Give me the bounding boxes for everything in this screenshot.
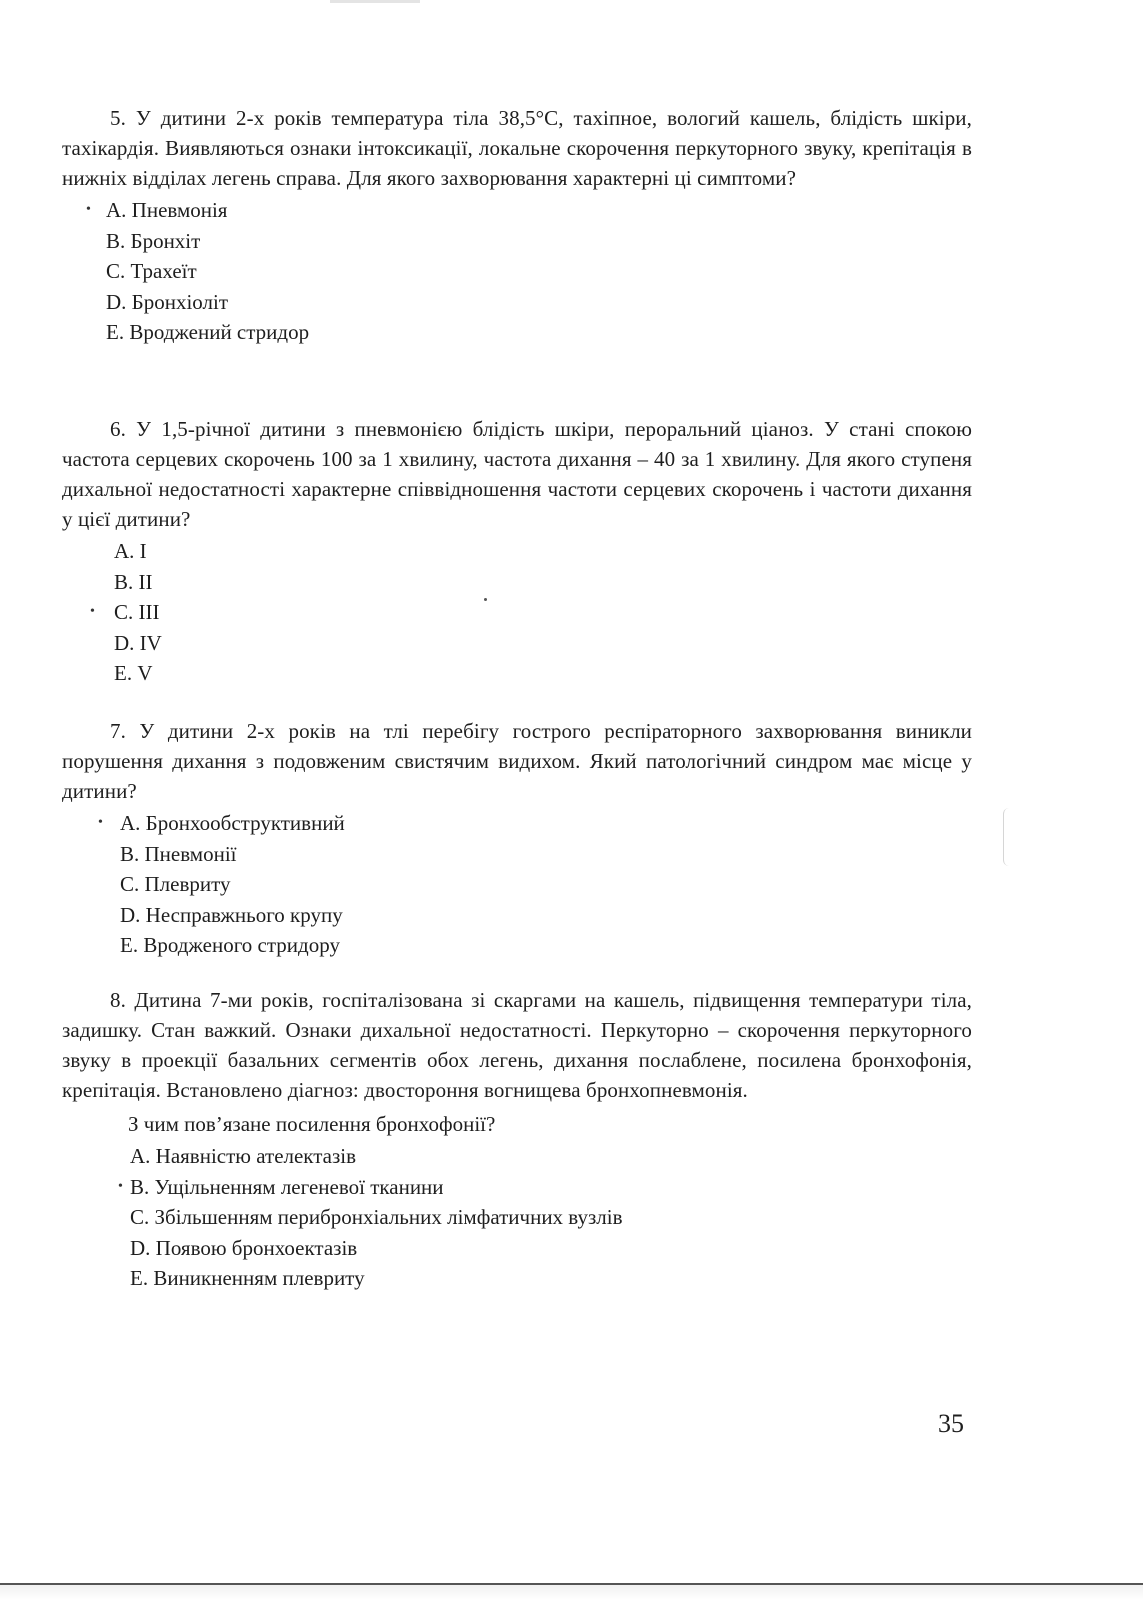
answer-options [62, 195, 972, 348]
answer-options [62, 1141, 972, 1294]
answer-option-text: Е. Вроджений стридор [106, 320, 310, 344]
question-8 [62, 985, 972, 1294]
answer-option [120, 869, 972, 900]
answer-option-text: Е. V [114, 661, 153, 685]
scan-smudge [330, 0, 420, 3]
answer-option-text: В. Ущільненням легеневої тканини [130, 1174, 444, 1199]
answer-option [98, 808, 972, 839]
answer-options [62, 536, 972, 689]
answer-option [130, 1202, 972, 1233]
answer-option [130, 1263, 972, 1294]
answer-option-text: А. I [114, 539, 147, 563]
answer-option-text: А. Наявністю ателектазів [130, 1144, 357, 1168]
answer-option-text: Е. Виникненням плевриту [130, 1266, 365, 1290]
answer-option [106, 226, 972, 257]
answer-option-text: D. IV [114, 630, 162, 655]
answer-option-text: В. Бронхіт [106, 228, 201, 253]
answer-option-text: А. Пневмонія [106, 198, 228, 222]
answer-option [90, 597, 972, 628]
answer-mark-icon: • [90, 604, 95, 619]
answer-option-text: В. II [114, 569, 153, 594]
answer-option [120, 900, 972, 931]
answer-option-text: В. Пневмонії [120, 841, 237, 866]
question-text: 7. У дитини 2-х років на тлі перебігу гострого респіраторного захворювання виникли порушення дихання з подовженим свистячим видихом. Який патологічний синдром має місце у дитини? [62, 719, 972, 803]
answer-mark-icon: • [86, 202, 91, 217]
answer-option-text: D. Появою бронхоектазів [130, 1235, 358, 1260]
answer-option [106, 317, 972, 348]
answer-option [114, 658, 972, 689]
question-text: 6. У 1,5-річної дитини з пневмонією блідість шкіри, пероральний ціаноз. У стані спокою частота серцевих скорочень 100 за 1 хвилину, частота дихання – 40 за 1 хвилину. Для якого ступеня дихальної недостатності характерне співвідношення частоти серцевих скорочень і частоти дихання у цієї дитини? [62, 417, 972, 531]
question-7 [62, 716, 972, 961]
scan-speck [484, 598, 487, 601]
page-bottom-shadow [0, 1585, 1143, 1600]
question-text: 5. У дитини 2-х років температура тіла 38,5°С, тахіпное, вологий кашель, блідість шкіри, тахікардія. Виявляються ознаки інтоксикації, локальне скорочення перкуторного звуку, крепітація в нижніх відділах легень справа. Для якого захворювання характерні ці симптоми? [62, 106, 972, 190]
answer-option-text: С. Плевриту [120, 872, 231, 896]
answer-option [106, 256, 972, 287]
answer-option [114, 567, 972, 598]
answer-option-text: С. III [114, 600, 160, 624]
answer-option [130, 1141, 972, 1172]
answer-option-text: Е. Вродженого стридору [120, 933, 340, 957]
answer-option [86, 195, 972, 226]
answer-mark-icon: • [98, 815, 103, 830]
question-5 [62, 103, 972, 348]
page-number: 35 [938, 1409, 964, 1438]
answer-mark-icon: • [118, 1178, 123, 1194]
answer-options [62, 808, 972, 961]
answer-option [118, 1172, 972, 1203]
answer-option-text: С. Трахеїт [106, 259, 197, 283]
answer-option [106, 287, 972, 318]
scan-smudge [1003, 808, 1010, 866]
answer-option-text: D. Несправжнього крупу [120, 902, 343, 927]
question-text: 8. Дитина 7-ми років, госпіталізована зі скаргами на кашель, підвищення температури тіла, задишку. Стан важкий. Ознаки дихальної недостатності. Перкуторно – скорочення перкуторного звуку в проекції базальних сегментів обох легень, дихання послаблене, посилена бронхофонія, крепітація. Встановлено діагноз: двостороння вогнищева бронхопневмонія. [62, 988, 972, 1102]
answer-option [114, 628, 972, 659]
answer-option-text: С. Збільшенням перибронхіальних лімфатичних вузлів [130, 1205, 623, 1229]
answer-option [114, 536, 972, 567]
answer-option-text: А. Бронхообструктивний [120, 811, 345, 835]
answer-option-text: D. Бронхіоліт [106, 289, 229, 314]
question-6 [62, 414, 972, 689]
answer-option [120, 930, 972, 961]
answer-option [130, 1233, 972, 1264]
answer-option [120, 839, 972, 870]
question-subtext: З чим пов’язане посилення бронхофонії? [128, 1112, 496, 1136]
